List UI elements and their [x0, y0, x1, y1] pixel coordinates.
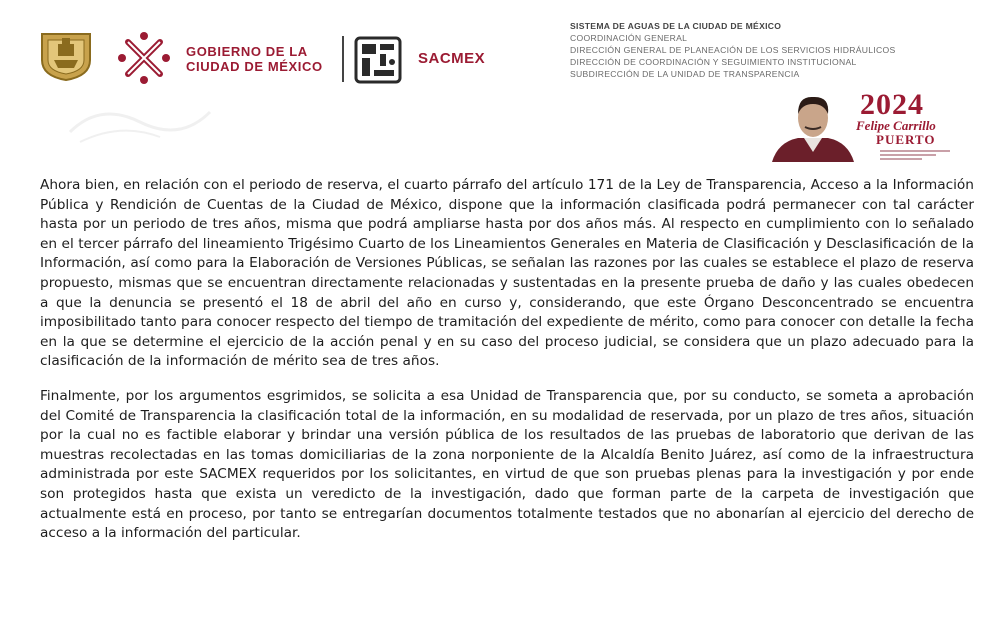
logo-divider: [342, 36, 344, 82]
org-line: COORDINACIÓN GENERAL: [570, 33, 688, 43]
organization-hierarchy: [570, 20, 990, 80]
paragraph-conclusion: Finalmente, por los argumentos esgrimidos, se solicita a esa Unidad de Transparencia que, por su conducto, se someta a aprobación del Comité de Transparencia la clasificación total de la información, en su modalidad de reservada, por un plazo de tres años, situación por la cual no es factible elaborar y brindar una versión pública de los resultados de las pruebas de laboratorio que derivan de las muestras recolectadas en las tomas domiciliarias de la zona norponiente de la Alcaldía Benito Juárez, así como de la infraestructura administrada por este SACMEX requeridos por los solicitantes, en virtud de que son pruebas plenas para la investigación y por ende son protegidos hasta que exista un veredicto de la investigación, dado que forman parte de la carpeta de investigación que actualmente está en proceso, por tanto se entregarían documentos totalmente testados que no abonarían al ejercicio del derecho de acceso a la información del particular.: [40, 387, 974, 542]
org-line: DIRECCIÓN DE COORDINACIÓN Y SEGUIMIENTO INSTITUCIONAL: [570, 57, 857, 67]
org-line: SISTEMA DE AGUAS DE LA CIUDAD DE MÉXICO: [570, 21, 782, 31]
sacmex-wordmark: SACMEX: [418, 50, 486, 67]
seal-name-first: Felipe Carrillo: [856, 118, 936, 133]
faded-watermark: [60, 92, 220, 152]
org-line: SUBDIRECCIÓN DE LA UNIDAD DE TRANSPARENCIA: [570, 69, 800, 79]
seal-year: 2024: [860, 88, 924, 121]
commemorative-seal: [840, 88, 980, 162]
paragraph-reservation-period: Ahora bien, en relación con el periodo de reserva, el cuarto párrafo del artículo 171 de la Ley de Transparencia, Acceso a la Información Pública y Rendición de Cuentas de la Ciudad de México, dispone que la información clasificada podrá permanecer con tal carácter hasta por un periodo de tres años, misma que podrá ampliarse hasta por dos años más. Al respecto en cumplimiento con lo señalado en el tercer párrafo del lineamiento Trigésimo Cuarto de los Lineamientos Generales en Materia de Clasificación y Desclasificación de la Información, así como para la Elaboración de Versiones Públicas, se señalan las razones por las cuales se establece el plazo de reserva propuesto, mismas que se encuentran directamente relacionadas y sustentadas en la presente prueba de daño y las cuales obedecen a que la denuncia se presentó el 18 de abril del año en curso y, considerando, que este Órgano Desconcentrado se encuentra imposibilitado tanto para conocer respecto del tiempo de tramitación del expediente de mérito, como para conocer con detalle la fecha en la que se determine el ejercicio de la acción penal y en su caso del proceso judicial, se considera que un plazo adecuado para la clasificación de la información de mérito sea de tres años.: [40, 177, 974, 370]
cdmx-emblem-icon: [116, 30, 172, 86]
seal-name-last: PUERTO: [876, 132, 936, 147]
government-name-line1: GOBIERNO DE LA: [186, 44, 308, 59]
org-line: DIRECCIÓN GENERAL DE PLANEACIÓN DE LOS SERVICIOS HIDRÁULICOS: [570, 45, 896, 55]
government-name-line2: CIUDAD DE MÉXICO: [186, 59, 323, 74]
document-body: [40, 176, 974, 559]
document-header: [0, 0, 1006, 170]
sacmex-glyph-icon: [352, 34, 404, 86]
cdmx-shield-icon: [38, 30, 94, 82]
seal-fine-print: [880, 150, 950, 160]
government-name: [186, 44, 336, 74]
